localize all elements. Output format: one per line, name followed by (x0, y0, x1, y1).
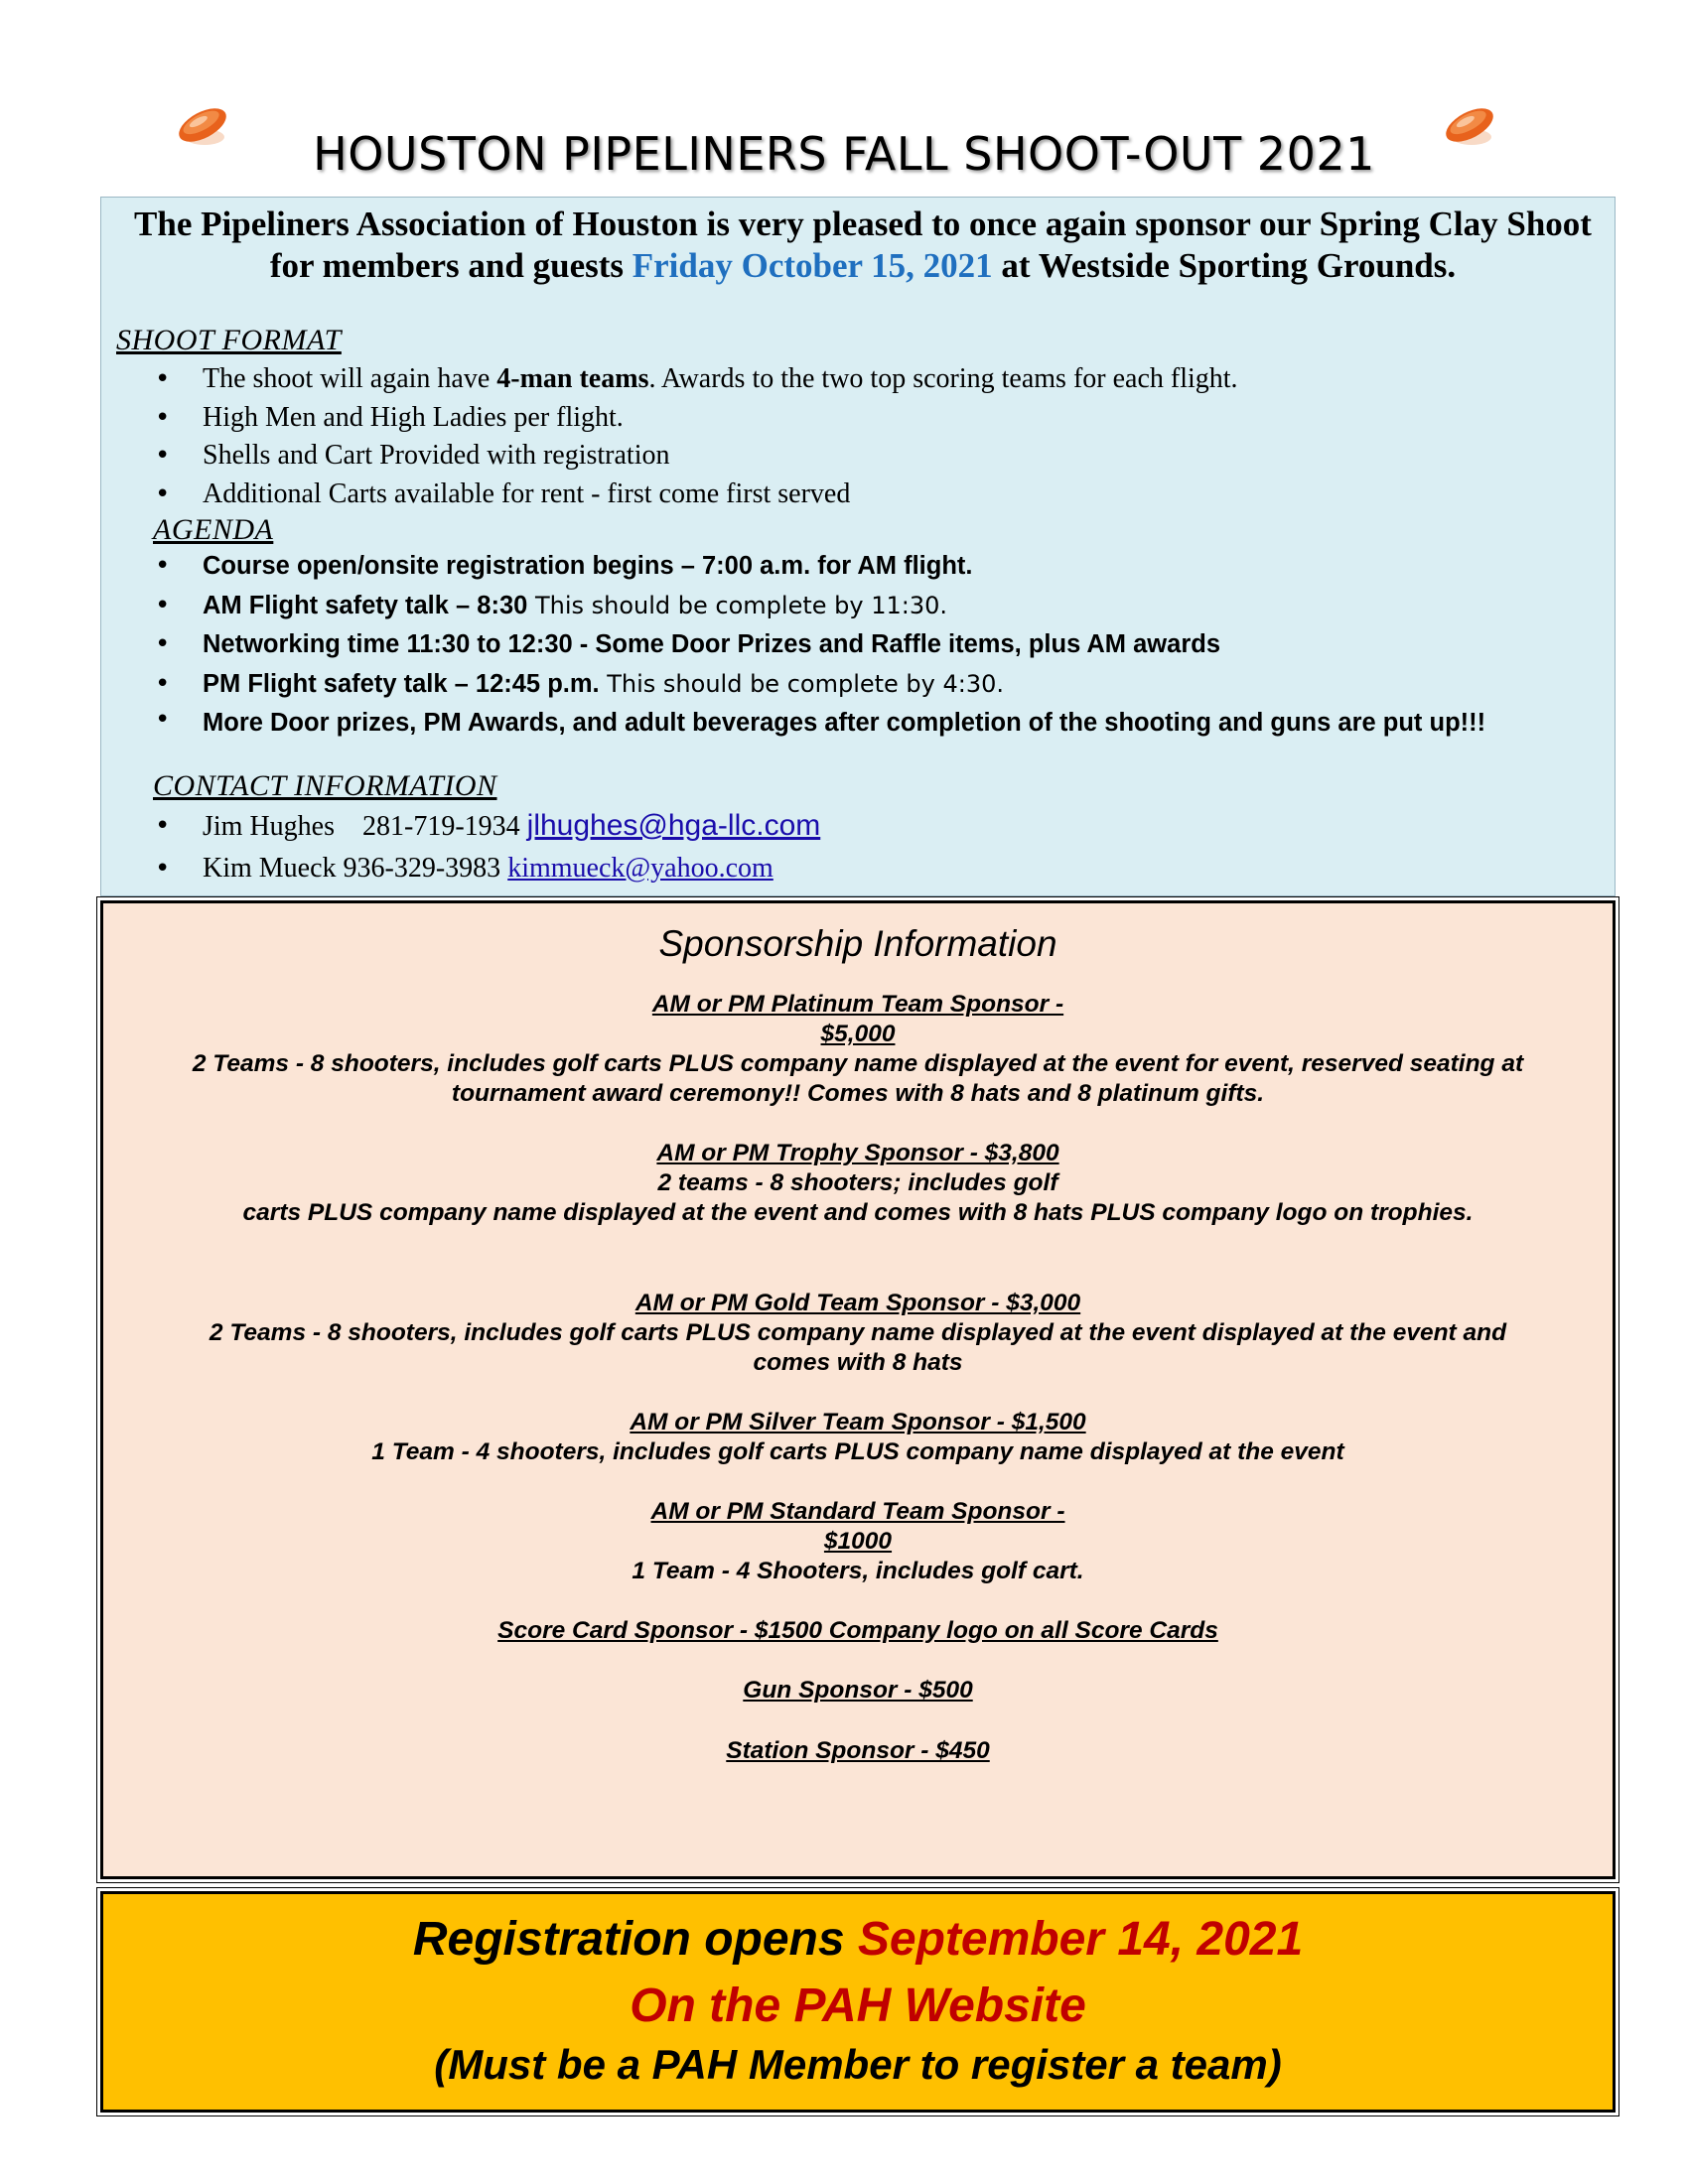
contact-item: • Jim Hughes 281-719-1934 jlhughes@hga-llc.com (141, 805, 1591, 848)
list-item: • Shells and Cart Provided with registration (141, 437, 1591, 476)
standard-sponsor: AM or PM Standard Team Sponsor - $1000 1 Team - 4 Shooters, includes golf cart. (632, 1498, 1084, 1584)
registration-opens: Registration opens September 14, 2021 (412, 1913, 1304, 1966)
contact-heading: CONTACT INFORMATION (153, 769, 497, 802)
page-title: HOUSTON PIPELINERS FALL SHOOT-OUT 2021 (313, 127, 1375, 181)
registration-date: September 14, 2021 (857, 1913, 1304, 1966)
registration-box (100, 1891, 1616, 2113)
email-link[interactable]: kimmueck@yahoo.com (507, 853, 774, 884)
list-item: • Networking time 11:30 to 12:30 - Some Door Prizes and Raffle items, plus AM awards (141, 625, 1591, 665)
sponsorship-title: Sponsorship Information (658, 923, 1057, 964)
contact-list (141, 805, 1591, 889)
list-item: • Additional Carts available for rent - first come first served (141, 476, 1591, 514)
shoot-format-heading: SHOOT FORMAT (116, 324, 342, 356)
silver-sponsor: AM or PM Silver Team Sponsor - $1,500 1 Team - 4 shooters, includes golf carts PLUS company name displayed at the event (371, 1409, 1344, 1465)
sponsorship-box (100, 900, 1616, 1879)
list-item: • The shoot will again have 4-man teams. Awards to the two top scoring teams for each flight. (141, 360, 1591, 399)
agenda-list (141, 547, 1591, 740)
gold-sponsor: AM or PM Gold Team Sponsor - $3,000 2 Teams - 8 shooters, includes golf carts PLUS company name displayed at the event displayed at the event and comes with 8 hats (209, 1290, 1507, 1376)
agenda-heading: AGENDA (153, 513, 274, 546)
shoot-format-list (141, 360, 1591, 513)
registration-website: On the PAH Website (630, 1979, 1086, 2032)
event-date: Friday October 15, 2021 (632, 246, 993, 285)
contact-item: • Kim Mueck 936-329-3983 kimmueck@yahoo.com (141, 848, 1591, 889)
gun-sponsor: Gun Sponsor - $500 (743, 1677, 973, 1704)
list-item: • High Men and High Ladies per flight. (141, 399, 1591, 438)
platinum-sponsor: AM or PM Platinum Team Sponsor - $5,000 2 Teams - 8 shooters, includes golf carts PLUS company name displayed at the event for event, reserved seating at tournament award ceremony!! Comes with 8 hats and 8 platinum gifts. (192, 991, 1524, 1107)
scorecard-sponsor: Score Card Sponsor - $1500 Company logo on all Score Cards (497, 1617, 1218, 1644)
trophy-sponsor: AM or PM Trophy Sponsor - $3,800 2 teams - 8 shooters; includes golf carts PLUS company name displayed at the event and comes with 8 hats PLUS company logo on trophies. (242, 1140, 1474, 1226)
intro-paragraph: The Pipeliners Association of Houston is very pleased to once again sponsor our Spring Clay Shoot for members and guests Friday October 15, 2021 at Westside Sporting Grounds. (134, 205, 1592, 285)
registration-note: (Must be a PAH Member to register a team) (434, 2041, 1282, 2088)
list-item: • AM Flight safety talk – 8:30 This should be complete by 11:30. (141, 587, 1591, 626)
event-info-box (100, 197, 1616, 896)
email-link[interactable]: jlhughes@hga-llc.com (526, 809, 821, 842)
list-item: • Course open/onsite registration begins – 7:00 a.m. for AM flight. (141, 547, 1591, 587)
list-item: • PM Flight safety talk – 12:45 p.m. This should be complete by 4:30. (141, 665, 1591, 705)
station-sponsor: Station Sponsor - $450 (726, 1737, 990, 1764)
list-item: • More Door prizes, PM Awards, and adult beverages after completion of the shooting and guns are put up!!! (141, 704, 1591, 740)
